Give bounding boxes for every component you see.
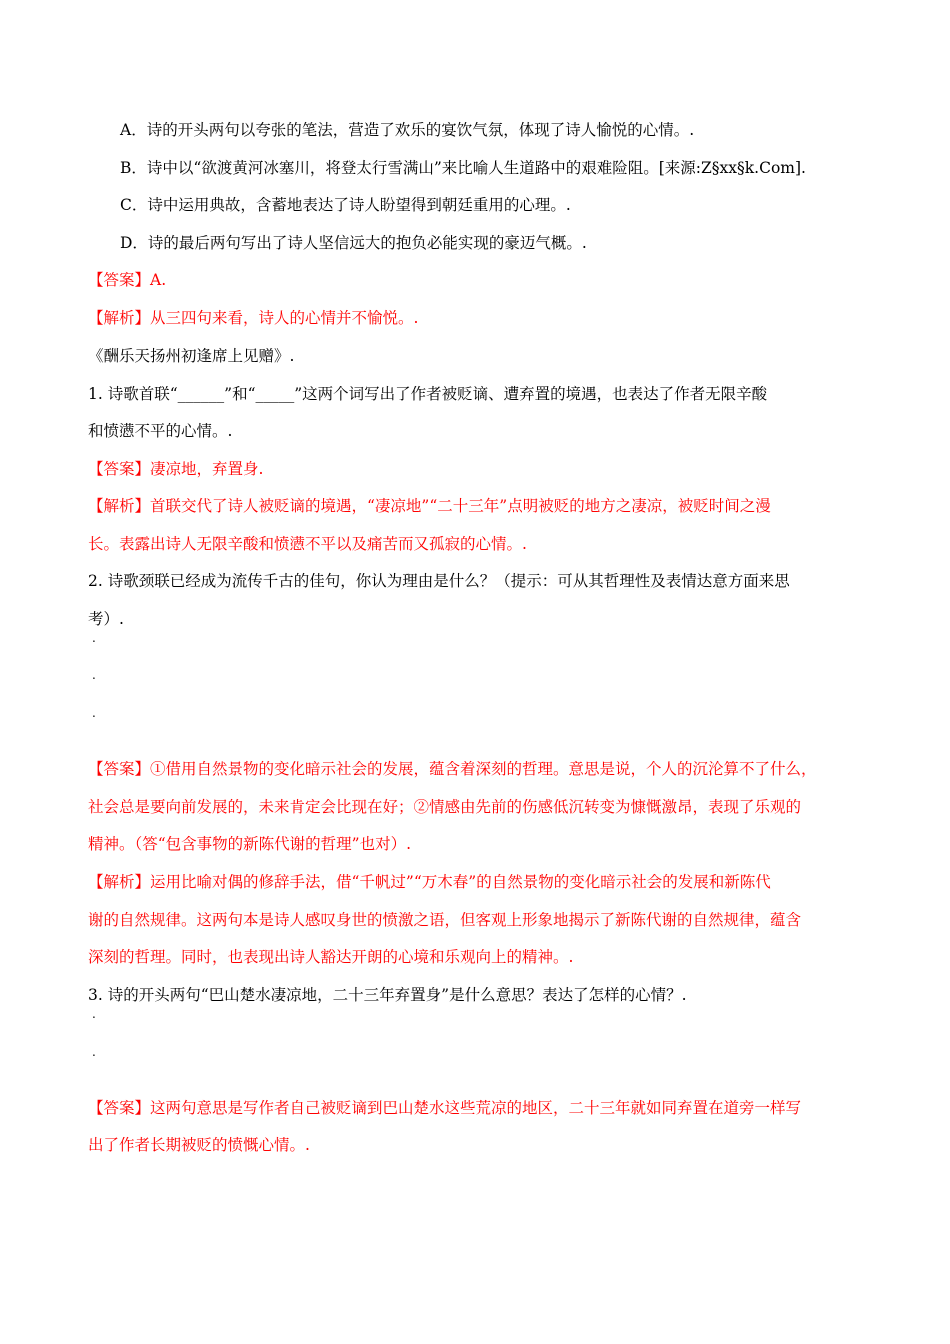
answer-0: 【答案】A. bbox=[88, 271, 167, 289]
answer-3-line-1: 【答案】这两句意思是写作者自己被贬谪到巴山楚水这些荒凉的地区，二十三年就如同弃置在道旁一样写 bbox=[88, 1099, 802, 1117]
analysis-2-line-3: 深刻的哲理。同时，也表现出诗人豁达开朗的心境和乐观向上的精神。. bbox=[88, 948, 574, 966]
answer-2-line-3: 精神。（答“包含事物的新陈代谢的哲理”也对）. bbox=[88, 835, 412, 853]
question-2-line-2: 考）. bbox=[88, 610, 124, 628]
blank-line: . bbox=[92, 1045, 96, 1059]
blank-line: . bbox=[92, 668, 96, 682]
answer-3-line-2: 出了作者长期被贬的愤慨心情。. bbox=[88, 1136, 310, 1154]
option-b: B．诗中以“欲渡黄河冰塞川，将登太行雪满山”来比喻人生道路中的艰难险阻。[来源:Z§xx§k.Com]. bbox=[120, 159, 806, 177]
question-3-line-1: 3. 诗的开头两句“巴山楚水凄凉地，二十三年弃置身”是什么意思？表达了怎样的心情？. bbox=[88, 986, 687, 1004]
option-a: A．诗的开头两句以夸张的笔法，营造了欢乐的宴饮气氛，体现了诗人愉悦的心情。. bbox=[120, 121, 695, 139]
option-c: C．诗中运用典故，含蓄地表达了诗人盼望得到朝廷重用的心理。. bbox=[120, 196, 571, 214]
answer-2-line-1: 【答案】①借用自然景物的变化暗示社会的发展，蕴含着深刻的哲理。意思是说，个人的沉沦算不了什么， bbox=[88, 760, 817, 778]
analysis-1-line-2: 长。表露出诗人无限辛酸和愤懑不平以及痛苦而又孤寂的心情。. bbox=[88, 535, 527, 553]
blank-line: . bbox=[92, 706, 96, 720]
analysis-2-line-1: 【解析】运用比喻对偶的修辞手法，借“千帆过”“万木春”的自然景物的变化暗示社会的发展和新陈代 bbox=[88, 873, 771, 891]
poem-title: 《酬乐天扬州初逢席上见赠》. bbox=[88, 347, 295, 365]
question-2-line-1: 2. 诗歌颈联已经成为流传千古的佳句，你认为理由是什么？（提示：可从其哲理性及表情达意方面来思 bbox=[88, 572, 790, 590]
blank-line: . bbox=[92, 631, 96, 645]
analysis-0: 【解析】从三四句来看，诗人的心情并不愉悦。. bbox=[88, 309, 419, 327]
answer-2-line-2: 社会总是要向前发展的，未来肯定会比现在好；②情感由先前的伤感低沉转变为慷慨激昂，表现了乐观的 bbox=[88, 798, 802, 816]
question-1-line-2: 和愤懑不平的心情。. bbox=[88, 422, 233, 440]
blank-line: . bbox=[92, 1007, 96, 1021]
analysis-2-line-2: 谢的自然规律。这两句本是诗人感叹身世的愤激之语，但客观上形象地揭示了新陈代谢的自然规律，蕴含 bbox=[88, 911, 802, 929]
question-1-line-1: 1. 诗歌首联“______”和“_____”这两个词写出了作者被贬谪、遭弃置的境遇，也表达了作者无限辛酸 bbox=[88, 385, 768, 403]
analysis-1-line-1: 【解析】首联交代了诗人被贬谪的境遇，“凄凉地”“二十三年”点明被贬的地方之凄凉，被贬时间之漫 bbox=[88, 497, 771, 515]
answer-1: 【答案】凄凉地，弃置身. bbox=[88, 460, 264, 478]
option-d: D．诗的最后两句写出了诗人坚信远大的抱负必能实现的豪迈气概。. bbox=[120, 234, 587, 252]
